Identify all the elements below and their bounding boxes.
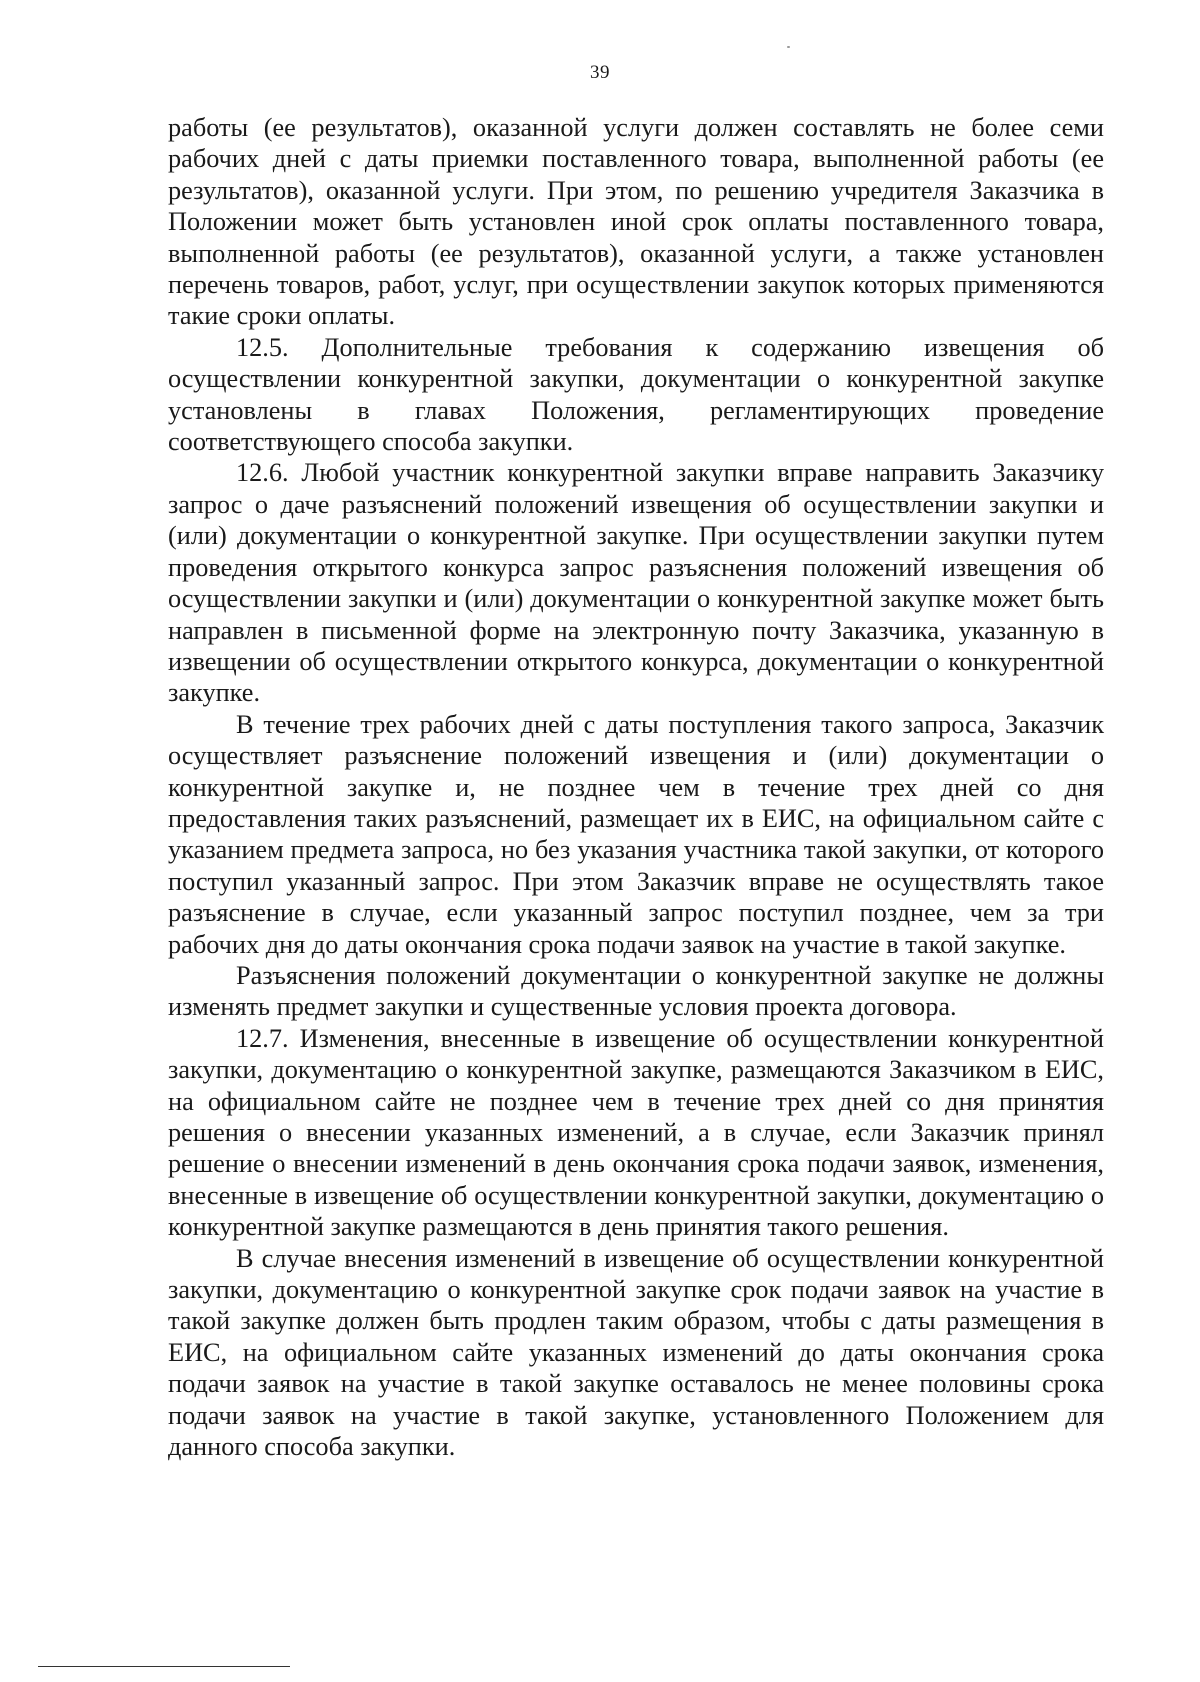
paragraph-12-5: 12.5. Дополнительные требования к содержанию извещения об осуществлении конкурентной закупки, документации о конкурентной закупке установлены в главах Положения, регламентирующих проведение соответствующего способа закупки. — [168, 332, 1104, 457]
paragraph-12-6: 12.6. Любой участник конкурентной закупки вправе направить Заказчику запрос о даче разъяснений положений извещения об осуществлении закупки и (или) документации о конкурентной закупке. При осуществлении закупки путем проведения открытого конкурса запрос разъяснения положений извещения об осуществлении закупки и (или) документации о конкурентной закупке может быть направлен в письменной форме на электронную почту Заказчика, указанную в извещении об осуществлении открытого конкурса, документации о конкурентной закупке. — [168, 458, 1104, 708]
paragraph-clarification-limits: Разъяснения положений документации о конкурентной закупке не должны изменять предмет закупки и существенные условия проекта договора. — [168, 960, 1104, 1022]
document-body — [168, 112, 1104, 1462]
page-number: 39 — [590, 62, 610, 83]
footnote-rule — [38, 1666, 290, 1667]
scan-speck — [787, 46, 790, 48]
paragraph-continuation: работы (ее результатов), оказанной услуги должен составлять не более семи рабочих дней с даты приемки поставленного товара, выполненной работы (ее результатов), оказанной услуги. При этом, по решению учредителя Заказчика в Положении может быть установлен иной срок оплаты поставленного товара, выполненной работы (ее результатов), оказанной услуги, а также установлен перечень товаров, работ, услуг, при осуществлении закупок которых применяются такие сроки оплаты. — [168, 113, 1104, 331]
paragraph-12-7: 12.7. Изменения, внесенные в извещение об осуществлении конкурентной закупки, документацию о конкурентной закупке, размещаются Заказчиком в ЕИС, на официальном сайте не позднее чем в течение трех дней со дня принятия решения о внесении указанных изменений, а в случае, если Заказчик принял решение о внесении изменений в день окончания срока подачи заявок, изменения, внесенные в извещение об осуществлении конкурентной закупки, документацию о конкурентной закупке размещаются в день принятия такого решения. — [168, 1023, 1104, 1242]
paragraph-clarification-terms: В течение трех рабочих дней с даты поступления такого запроса, Заказчик осуществляет разъяснение положений извещения и (или) документации о конкурентной закупке и, не позднее чем в течение трех дней со дня предоставления таких разъяснений, размещает их в ЕИС, на официальном сайте с указанием предмета запроса, но без указания участника такой закупки, от которого поступил указанный запрос. При этом Заказчик вправе не осуществлять такое разъяснение в случае, если указанный запрос поступил позднее, чем за три рабочих дня до даты окончания срока подачи заявок на участие в такой закупке. — [168, 709, 1104, 959]
paragraph-deadline-extension: В случае внесения изменений в извещение об осуществлении конкурентной закупки, документацию о конкурентной закупке срок подачи заявок на участие в такой закупке должен быть продлен таким образом, чтобы с даты размещения в ЕИС, на официальном сайте указанных изменений до даты окончания срока подачи заявок на участие в такой закупке оставалось не менее половины срока подачи заявок на участие в такой закупке, установленного Положением для данного способа закупки. — [168, 1243, 1104, 1462]
